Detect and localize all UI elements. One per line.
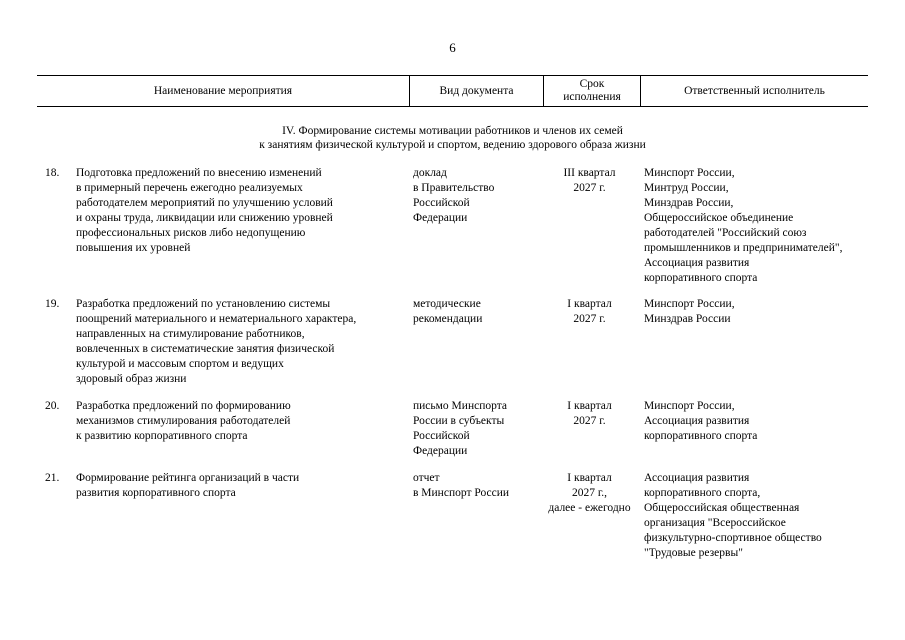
row-executor-line: корпоративного спорта [644,272,758,284]
row-term [541,471,638,516]
row-executor [644,471,874,561]
header-term [544,76,640,106]
row-title-line: поощрений материального и нематериального характера, [76,313,357,325]
row-doc-line: рекомендации [413,313,483,325]
row-title-line: Разработка предложений по формированию [76,400,291,412]
row-term-line: I квартал [567,400,612,412]
row-number: 21. [45,472,60,484]
row-executor-line: Минспорт России, [644,400,735,412]
row-title-line: работодателем мероприятий по улучшению условий [76,197,333,209]
row-title [76,399,406,444]
row-executor-line: физкультурно-спортивное общество [644,532,822,544]
page-number: 6 [449,40,456,55]
header-term-line1: Срок [579,78,605,90]
row-number: 19. [45,298,60,310]
row-executor-line: Ассоциация развития [644,257,750,269]
row-number: 18. [45,167,60,179]
header-name: Наименование мероприятия [153,84,293,97]
row-executor-line: Минздрав России [644,313,731,325]
row-doc-line: методические [413,298,481,310]
row-doc-type [413,297,538,327]
row-doc-line: Федерации [413,445,468,457]
row-term-line: 2027 г., [571,487,608,499]
row-title-line: Формирование рейтинга организаций в части [76,472,300,484]
row-executor-line: промышленников и предпринимателей", [644,242,843,254]
row-title [76,297,406,387]
row-executor-line: корпоративного спорта [644,430,758,442]
row-doc-line: отчет [413,472,440,484]
row-term-line: 2027 г. [573,313,606,325]
row-doc-line: доклад [413,167,447,179]
row-executor-line: Ассоциация развития [644,415,750,427]
row-title-line: культурой и массовым спортом и ведущих [76,358,284,370]
section-title-line2: к занятиям физической культурой и спортом, ведению здорового образа жизни [259,139,646,151]
row-term [541,166,638,196]
header-executor: Ответственный исполнитель [684,84,825,97]
row-doc-line: письмо Минспорта [413,400,507,412]
row-executor-line: организация "Всероссийское [644,517,786,529]
row-executor-line: корпоративного спорта, [644,487,761,499]
row-title-line: и охраны труда, ликвидации или снижению уровней [76,212,333,224]
row-title-line: повышения их уровней [76,242,191,254]
row-doc-type [413,471,538,501]
row-term [541,399,638,429]
row-term-line: 2027 г. [573,182,606,194]
row-executor-line: "Трудовые резервы" [644,547,743,559]
row-term-line: I квартал [567,472,612,484]
row-executor [644,297,874,327]
row-executor-line: Ассоциация развития [644,472,750,484]
row-doc-line: Российской [413,430,470,442]
row-doc-type [413,166,538,226]
row-title-line: здоровый образ жизни [76,373,187,385]
row-executor [644,166,874,286]
row-executor-line: Общероссийское объединение [644,212,794,224]
row-executor [644,399,874,444]
row-title-line: Подготовка предложений по внесению изменений [76,167,322,179]
section-title [37,124,868,152]
row-term [541,297,638,327]
row-executor-line: Минспорт России, [644,167,735,179]
row-doc-line: Российской [413,197,470,209]
row-title-line: направленных на стимулирование работников, [76,328,305,340]
row-title [76,166,406,256]
row-term-line: I квартал [567,298,612,310]
row-title-line: вовлеченных в систематические занятия физической [76,343,335,355]
row-title-line: развития корпоративного спорта [76,487,236,499]
header-term-line2: исполнения [563,91,621,103]
row-title-line: Разработка предложений по установлению системы [76,298,331,310]
row-executor-line: Минтруд России, [644,182,729,194]
row-executor-line: Минздрав России, [644,197,734,209]
row-doc-line: в Правительство [413,182,495,194]
row-term-line: далее - ежегодно [548,502,631,514]
row-executor-line: Общероссийская общественная [644,502,800,514]
header-doc-type: Вид документа [439,84,514,97]
row-term-line: III квартал [563,167,616,179]
row-title [76,471,406,501]
row-executor-line: Минспорт России, [644,298,735,310]
row-doc-type [413,399,538,459]
row-doc-line: России в субъекты [413,415,505,427]
row-term-line: 2027 г. [573,415,606,427]
row-title-line: к развитию корпоративного спорта [76,430,248,442]
row-doc-line: в Минспорт России [413,487,510,499]
row-title-line: профессиональных рисков либо недопущению [76,227,306,239]
row-executor-line: работодателей "Российский союз [644,227,807,239]
table-header [37,75,868,107]
row-title-line: в примерный перечень ежегодно реализуемых [76,182,303,194]
section-title-line1: IV. Формирование системы мотивации работников и членов их семей [282,125,623,137]
row-number: 20. [45,400,60,412]
row-doc-line: Федерации [413,212,468,224]
row-title-line: механизмов стимулирования работодателей [76,415,291,427]
